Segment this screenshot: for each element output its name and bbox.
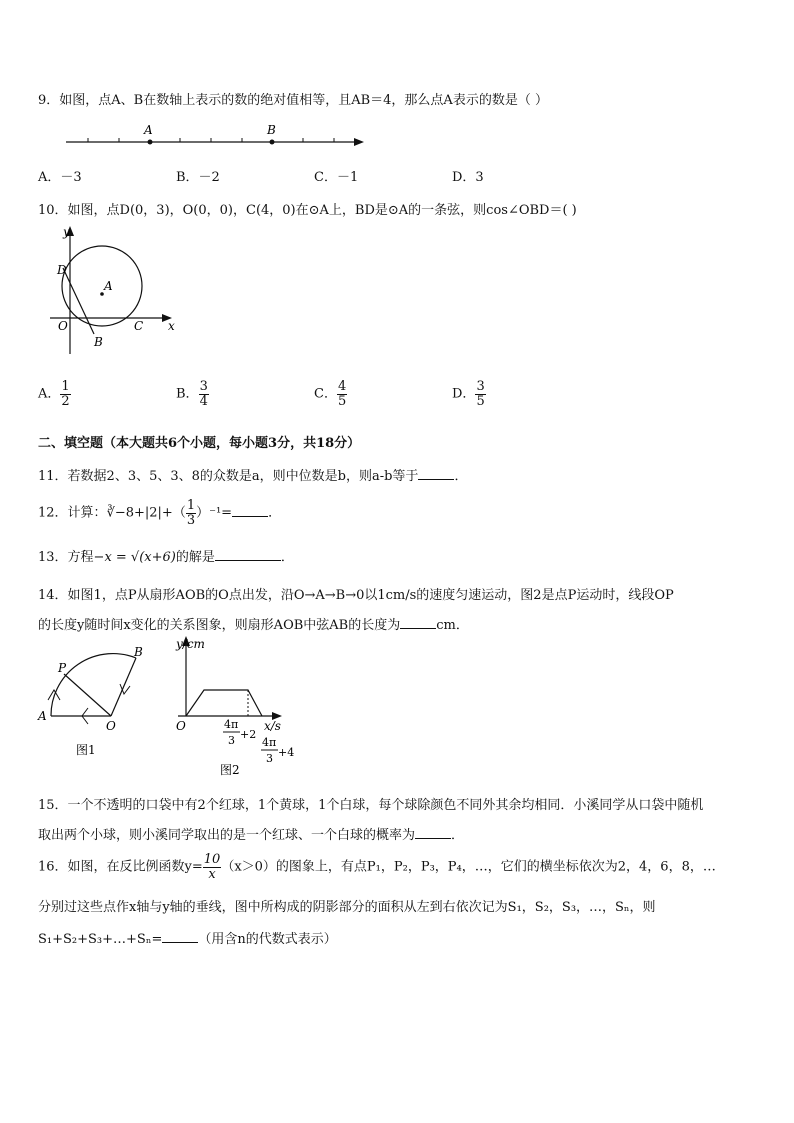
question-16-line1: 16．如图，在反比例函数y= $\frac{10}{x}$ （x＞0）的图象上，有点P₁，P₂，P₃，P₄，…，它们的横坐标依次为2，4，6，8，… bbox=[38, 852, 716, 882]
tick-1-den: 3 bbox=[228, 734, 235, 747]
point-d-label: D bbox=[57, 263, 67, 277]
q9-option-b: B．－2 bbox=[176, 170, 220, 185]
q10-option-c: C． $\frac{4}{5}$ bbox=[314, 379, 347, 409]
tick-1-add: +2 bbox=[240, 728, 257, 741]
question-11: 11．若数据2、3、5、3、8的众数是a，则中位数是b，则a-b等于 ． bbox=[38, 469, 468, 484]
question-9-text: 9．如图，点A、B在数轴上表示的数的绝对值相等，且AB＝4，那么点A表示的数是（ ） bbox=[38, 93, 548, 108]
origin-label: O bbox=[176, 719, 186, 733]
number-line-figure bbox=[60, 120, 370, 156]
question-15-line2: 取出两个小球，则小溪同学取出的是一个红球、一个白球的概率为 ． bbox=[38, 828, 465, 843]
tick-2-add: +4 bbox=[278, 746, 295, 759]
sector-figure bbox=[36, 638, 156, 764]
y-axis-label: y/cm bbox=[176, 637, 205, 651]
question-14-line2: 的长度y随时间x变化的关系图象，则扇形AOB中弦AB的长度为 cm． bbox=[38, 618, 469, 633]
figure-1-caption: 图1 bbox=[76, 743, 96, 757]
point-a-label: A bbox=[104, 279, 113, 293]
question-13: 13．方程−x = √(x+6)的解是 ． bbox=[38, 550, 294, 565]
tick-1-num: 4π bbox=[224, 718, 239, 731]
q10-option-a: A． $\frac{1}{2}$ bbox=[38, 379, 70, 409]
x-axis-label: x/s bbox=[264, 719, 281, 733]
point-o-label: O bbox=[106, 719, 116, 733]
q10-option-b: B． $\frac{3}{4}$ bbox=[176, 379, 208, 409]
point-b-label: B bbox=[94, 335, 103, 349]
q9-option-d: D．3 bbox=[452, 170, 484, 185]
question-12: 12．计算：∛−8+|2|+（ $\frac{1}{3}$ ）⁻¹= ． bbox=[38, 498, 282, 528]
q10-option-d: D． $\frac{3}{5}$ bbox=[452, 379, 485, 409]
question-16-line3: S₁+S₂+S₃+…+Sₙ= （用含n的代数式表示） bbox=[38, 932, 337, 947]
point-o-label: O bbox=[58, 319, 68, 333]
graph-figure bbox=[160, 634, 300, 778]
y-axis-label: y bbox=[63, 225, 70, 239]
point-a-label: A bbox=[144, 123, 153, 137]
x-axis-label: x bbox=[168, 319, 175, 333]
point-a-label: A bbox=[38, 709, 47, 723]
tick-2-den: 3 bbox=[266, 752, 273, 765]
section-heading: 二、填空题（本大题共6个小题，每小题3分，共18分） bbox=[38, 436, 361, 451]
question-10-text: 10．如图，点D(0，3)，O(0，0)，C(4，0)在⊙A上，BD是⊙A的一条弦，则cos∠OBD＝( ) bbox=[38, 203, 577, 218]
question-14-line1: 14．如图1，点P从扇形AOB的O点出发，沿O→A→B→0以1cm/s的速度匀速运动，图2是点P运动时，线段OP bbox=[38, 588, 674, 603]
question-15-line1: 15．一个不透明的口袋中有2个红球，1个黄球，1个白球，每个球除颜色不同外其余均相同．小溪同学从口袋中随机 bbox=[38, 798, 704, 813]
point-c-label: C bbox=[134, 319, 144, 333]
tick-2-num: 4π bbox=[262, 736, 277, 749]
point-b-label: B bbox=[134, 645, 143, 659]
q9-option-a: A．－3 bbox=[38, 170, 82, 185]
circle-figure bbox=[50, 224, 190, 354]
question-16-line2: 分别过这些点作x轴与y轴的垂线，图中所构成的阴影部分的面积从左到右依次记为S₁，S₂，S₃，…，Sₙ，则 bbox=[38, 900, 656, 915]
point-b-label: B bbox=[267, 123, 276, 137]
point-p-label: P bbox=[58, 661, 67, 675]
q9-option-c: C．－1 bbox=[314, 170, 359, 185]
figure-2-caption: 图2 bbox=[220, 763, 240, 777]
